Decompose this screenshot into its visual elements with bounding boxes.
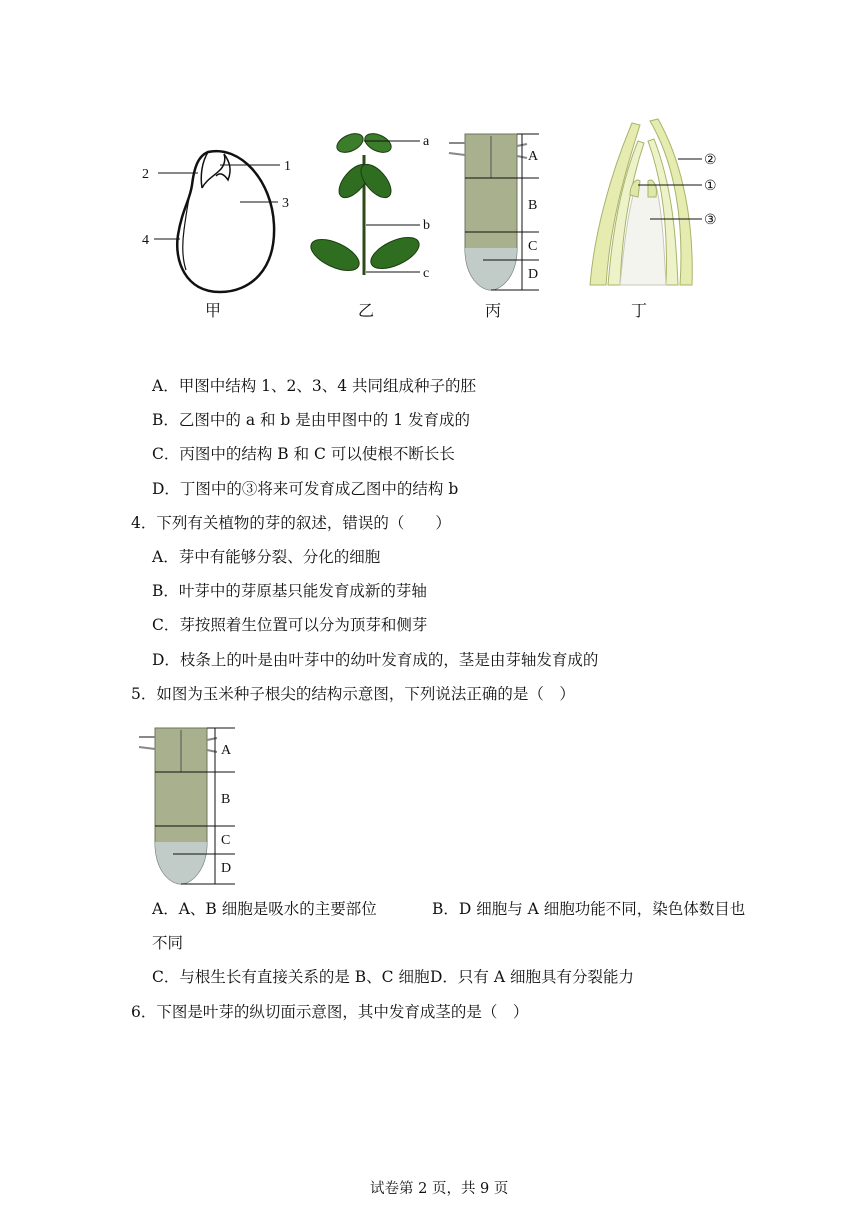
yi-label-b: b <box>423 218 430 233</box>
q6-stem: 6．下图是叶芽的纵切面示意图，其中发育成茎的是（ ） <box>131 1003 529 1021</box>
q3-option-b: B．乙图中的 a 和 b 是由甲图中的 1 发育成的 <box>152 411 470 429</box>
jia-label-4: 4 <box>142 233 149 248</box>
jia-label-2: 2 <box>142 167 149 182</box>
figure-bing-root-tip <box>445 128 555 293</box>
q5fig-label-B: B <box>221 792 231 807</box>
q3-option-c: C．丙图中的结构 B 和 C 可以使根不断长长 <box>152 445 455 463</box>
q5-stem: 5．如图为玉米种子根尖的结构示意图，下列说法正确的是（ ） <box>131 685 575 703</box>
figure-yi-seedling <box>310 125 440 295</box>
caption-jia: 甲 <box>205 301 222 320</box>
q5fig-label-A: A <box>221 743 232 758</box>
q5-option-b-continued: 不同 <box>152 934 184 952</box>
q5fig-label-C: C <box>221 833 231 848</box>
yi-label-c: c <box>423 266 430 281</box>
q5fig-label-D: D <box>221 861 232 876</box>
jia-label-1: 1 <box>284 159 291 174</box>
figure-ding-bud-section <box>580 115 730 295</box>
bing-label-B: B <box>528 198 538 213</box>
q4-stem: 4．下列有关植物的芽的叙述，错误的（ ） <box>131 514 451 532</box>
q5-option-c: C．与根生长有直接关系的是 B、C 细胞 <box>152 968 430 986</box>
bing-label-D: D <box>528 267 539 282</box>
ding-label-1: ① <box>704 179 717 194</box>
figure-q5-root-tip <box>135 722 245 887</box>
caption-yi: 乙 <box>358 301 375 320</box>
q3-option-a: A．甲图中结构 1、2、3、4 共同组成种子的胚 <box>152 377 476 395</box>
q5-option-b: B．D 细胞与 A 细胞功能不同，染色体数目也 <box>432 900 746 918</box>
q5-option-d: D．只有 A 细胞具有分裂能力 <box>430 968 634 986</box>
ding-label-3: ③ <box>704 213 717 228</box>
figure-jia-seed <box>140 140 300 305</box>
ding-label-2: ② <box>704 153 717 168</box>
caption-bing: 丙 <box>485 301 502 320</box>
yi-label-a: a <box>423 134 430 149</box>
bing-label-A: A <box>528 149 539 164</box>
q3-option-d: D．丁图中的③将来可发育成乙图中的结构 b <box>152 480 459 498</box>
page-footer: 试卷第 2 页，共 9 页 <box>370 1181 509 1197</box>
caption-ding: 丁 <box>631 301 648 320</box>
q4-option-d: D．枝条上的叶是由叶芽中的幼叶发育成的，茎是由芽轴发育成的 <box>152 651 599 669</box>
q5-option-a: A．A、B 细胞是吸水的主要部位 <box>152 900 377 918</box>
jia-label-3: 3 <box>282 196 289 211</box>
q4-option-a: A．芽中有能够分裂、分化的细胞 <box>152 548 381 566</box>
q4-option-c: C．芽按照着生位置可以分为顶芽和侧芽 <box>152 616 428 634</box>
bing-label-C: C <box>528 239 538 254</box>
q4-option-b: B．叶芽中的芽原基只能发育成新的芽轴 <box>152 582 427 600</box>
